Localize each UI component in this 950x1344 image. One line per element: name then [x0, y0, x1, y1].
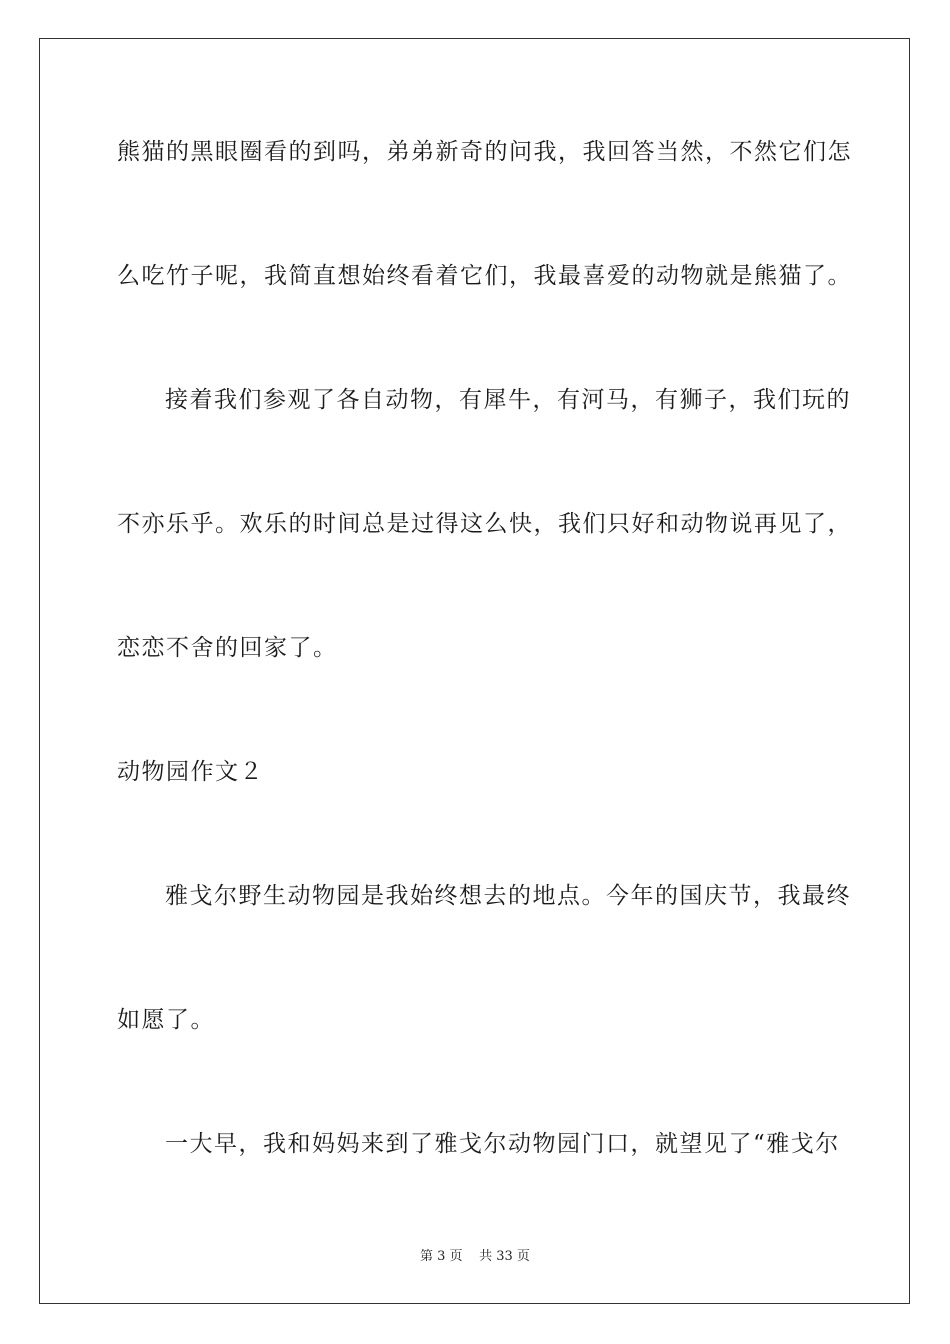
section-heading: 动物园作文２: [117, 759, 264, 785]
paragraph-line-1: 熊猫的黑眼圈看的到吗，弟弟新奇的问我，我回答当然，不然它们怎: [117, 139, 852, 165]
paragraph-line-3: 接着我们参观了各自动物，有犀牛，有河马，有狮子，我们玩的: [165, 387, 851, 413]
paragraph-line-5: 恋恋不舍的回家了。: [117, 635, 338, 661]
paragraph-line-4: 不亦乐乎。欢乐的时间总是过得这么快，我们只好和动物说再见了，: [117, 511, 852, 537]
page-total: 共 33 页: [479, 1249, 530, 1264]
paragraph-line-6: 雅戈尔野生动物园是我始终想去的地点。今年的国庆节，我最终: [165, 883, 851, 909]
page-number: 第 3 页: [420, 1249, 463, 1264]
page-border: [39, 38, 910, 1304]
paragraph-line-7: 如愿了。: [117, 1007, 215, 1033]
paragraph-line-8: 一大早，我和妈妈来到了雅戈尔动物园门口，就望见了“雅戈尔: [165, 1131, 840, 1157]
page-footer: [0, 1245, 950, 1264]
paragraph-line-2: 么吃竹子呢，我简直想始终看着它们，我最喜爱的动物就是熊猫了。: [117, 263, 852, 289]
